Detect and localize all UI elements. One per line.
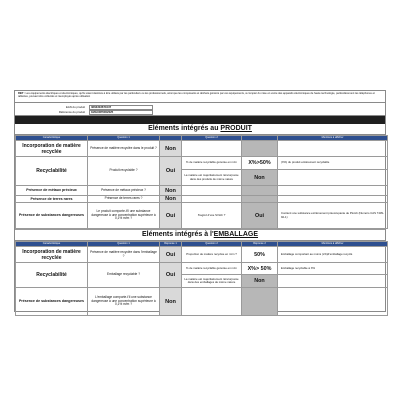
criterion-cell: Incorporation de matière recyclée bbox=[16, 141, 88, 157]
col-header: Mentions à afficher bbox=[278, 136, 388, 141]
mention-cell bbox=[278, 288, 388, 316]
answer-cell: Non bbox=[160, 186, 182, 196]
question-cell: Présence de métaux précieux ? bbox=[88, 186, 160, 196]
answer2-cell bbox=[242, 141, 278, 157]
col-header: Réponse 1 bbox=[160, 242, 182, 247]
answer2-cell bbox=[242, 288, 278, 316]
table-row bbox=[16, 196, 388, 203]
col-header: Réponse 2 bbox=[242, 242, 278, 247]
section-title-emphasis: EMBALLAGE bbox=[213, 231, 259, 238]
question-cell: Le produit comporte-t'il une substance dangereuse à une concentration supérieure à 0,1% m/m ? bbox=[88, 203, 160, 229]
question2-cell: % de matière recyclable générée en m/m bbox=[182, 157, 242, 170]
question2-cell: Proportion de matière recyclée en m/m ? bbox=[182, 247, 242, 263]
col-header: Mentions à afficher bbox=[278, 242, 388, 247]
criterion-cell: Présence de substances dangereuses bbox=[16, 288, 88, 316]
emballage-table bbox=[15, 241, 388, 316]
question2-cell bbox=[182, 141, 242, 157]
question-cell: Produit recyclable ? bbox=[88, 157, 160, 186]
col-header: Question 1 bbox=[88, 242, 160, 247]
answer-cell: Oui bbox=[160, 263, 182, 288]
reference-value: 1MGX0P0002025 bbox=[89, 110, 153, 115]
separator-bar bbox=[15, 116, 385, 124]
col-header: Caractéristique bbox=[16, 136, 88, 141]
mention-cell: Contient une substance extrêmement préoccupante de Plomb (Numéro CAS 7439-92-1) bbox=[278, 203, 388, 229]
answer2-cell: Oui bbox=[242, 203, 278, 229]
question-cell: Présence de terres rares ? bbox=[88, 196, 160, 203]
question2-cell: % de matière recyclable générée en m/m bbox=[182, 263, 242, 275]
mention-cell bbox=[278, 186, 388, 196]
table-row bbox=[16, 157, 388, 170]
criterion-cell: Recyclabilité bbox=[16, 263, 88, 288]
question2-cell bbox=[182, 196, 242, 203]
question-cell: Présence de matière recyclée dans l'emballage ? bbox=[88, 247, 160, 263]
answer2-cell: 50% bbox=[242, 247, 278, 263]
rep-label: REP : bbox=[18, 92, 25, 95]
question-cell: Emballage recyclable ? bbox=[88, 263, 160, 288]
question-cell: Présence de matière recyclée dans le produit ? bbox=[88, 141, 160, 157]
mention-cell bbox=[278, 196, 388, 203]
criterion-cell: Présence de terres rares bbox=[16, 196, 88, 203]
ean-label: EAN du produit bbox=[66, 105, 85, 109]
section-title-produit bbox=[15, 124, 385, 135]
table-row bbox=[16, 203, 388, 229]
answer-cell: Non bbox=[160, 196, 182, 203]
answer2-cell bbox=[242, 196, 278, 203]
question-cell: L'emballage comporte-t'il une substance dangereuse à une concentration supérieure à 0,1% m/m ? bbox=[88, 288, 160, 316]
question2-cell bbox=[182, 186, 242, 196]
table-row bbox=[16, 186, 388, 196]
rep-description bbox=[15, 91, 385, 103]
col-header: Question 2 bbox=[182, 242, 242, 247]
criterion-cell: Présence de substances dangereuses bbox=[16, 203, 88, 229]
answer2-cell: X%> 50% bbox=[242, 263, 278, 275]
col-header: Question 2 bbox=[182, 136, 242, 141]
answer2-cell bbox=[242, 186, 278, 196]
question2-cell: La matière est majoritairement réincorporée dans des emballages de même nature bbox=[182, 275, 242, 288]
reference-row bbox=[45, 110, 153, 115]
mention-cell bbox=[278, 275, 388, 288]
produit-table bbox=[15, 135, 388, 229]
product-info-sheet bbox=[14, 90, 386, 312]
answer2-cell: Non bbox=[242, 275, 278, 288]
table-row bbox=[16, 263, 388, 275]
question2-cell bbox=[182, 288, 242, 316]
reference-label: Référence du produit bbox=[58, 110, 85, 114]
section-title-prefix: Eléments intégrés au bbox=[148, 125, 221, 132]
table-row bbox=[16, 288, 388, 316]
mention-cell: Emballage recyclable à X% bbox=[278, 263, 388, 275]
question2-cell: S'agit-il d'une SVHC ? bbox=[182, 203, 242, 229]
section-title-emphasis: PRODUIT bbox=[220, 125, 252, 132]
product-identifiers bbox=[15, 103, 385, 116]
answer2-cell: X%>50% bbox=[242, 157, 278, 170]
col-header: Question 1 bbox=[88, 136, 160, 141]
mention-cell: (X%) du produit entièrement recyclable bbox=[278, 157, 388, 170]
answer2-cell: Non bbox=[242, 170, 278, 186]
section-title-prefix: Eléments intégrés à l' bbox=[141, 231, 214, 238]
rep-text: Les équipements électriques et électroniques, qu'ils soient destinés à être utilisés par les particuliers ou les professionnels, ainsi que les composants et déchets générés par ces équipements, à compter du mise en vente des appareils électroniques de haute technologie, particulièrement les téléphones et tablettes, pouvant être collectés et réemployés après utilisation bbox=[18, 92, 375, 98]
mention-cell: Emballage comportant au moins (x%)d'emballage recyclé bbox=[278, 247, 388, 263]
table-row bbox=[16, 141, 388, 157]
table-row bbox=[16, 247, 388, 263]
answer-cell: Oui bbox=[160, 247, 182, 263]
answer-cell: Oui bbox=[160, 203, 182, 229]
ean-value: 3663303671037 bbox=[89, 105, 153, 110]
answer-cell: Oui bbox=[160, 157, 182, 186]
criterion-cell: Présence de métaux précieux bbox=[16, 186, 88, 196]
criterion-cell: Incorporation de matière recyclée bbox=[16, 247, 88, 263]
answer-cell: Non bbox=[160, 141, 182, 157]
mention-cell bbox=[278, 141, 388, 157]
criterion-cell: Recyclabilité bbox=[16, 157, 88, 186]
mention-cell bbox=[278, 170, 388, 186]
question2-cell: La matière est majoritairement réincorporée dans des produits de même nature bbox=[182, 170, 242, 186]
col-header: Caractéristique bbox=[16, 242, 88, 247]
section-title-emballage bbox=[15, 229, 385, 241]
answer-cell: Non bbox=[160, 288, 182, 316]
